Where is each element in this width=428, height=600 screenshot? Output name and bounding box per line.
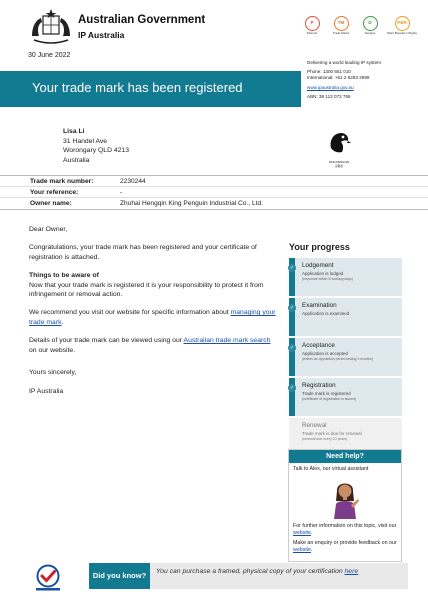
alex-text: Talk to Alex, our virtual assistant [293,466,369,472]
virtual-assistant-avatar-icon[interactable] [328,477,362,519]
designs-logo: D Designs [358,16,382,36]
trade-mark-details-table [0,175,428,210]
step-renewal: Renewal Trade mark is due for renewal (renewal due every 10 years) [289,418,402,456]
recipient-country: Australia [63,156,90,164]
recipient-street: 31 Handel Ave [63,137,108,145]
did-you-know-banner [89,563,408,589]
letter-body [29,225,276,396]
your-reference-value: - [120,189,123,196]
framed-copy-link[interactable]: here [344,568,359,575]
details-row [0,187,428,198]
plant-breeders-rights-logo: PBR Plant Breeder's Rights [387,16,417,36]
congratulations-paragraph: Congratulations, your trade mark has been registered and your certificate of registration is attached. [29,244,257,261]
need-help-box [288,449,402,562]
details-row [0,176,428,187]
check-icon: ✓ [289,265,295,271]
step-registration: ✓ Registration Trade mark is registered (certificate of registration is issued) [289,378,402,416]
tagline: Delivering a world leading IP system [307,60,381,65]
check-icon: ✓ [289,345,295,351]
your-reference-label: Your reference: [30,189,79,196]
step-examination: ✓ Examination Application is examined [289,298,402,336]
international-phone: International: +61 2 6283 2999 [307,75,370,81]
need-help-title: Need help? [289,450,401,463]
ip-types-logos [300,16,418,50]
emblem-caption: KING PENGUIN 企鹅皇 [328,160,350,168]
agency-name: IP Australia [78,30,125,40]
owner-name-value: Zhuhai Hengqin King Penguin Industrial Co., Ltd. [120,200,263,207]
recipient-suburb: Worongary QLD 4213 [63,147,129,155]
did-you-know-text: You can purchase a framed, physical copy of your certification here [156,568,359,575]
managing-trade-mark-link[interactable]: managing your trade mark [29,309,276,326]
salutation: Dear Owner, [29,226,68,233]
coat-of-arms-icon [28,8,74,46]
trade-mark-emblem [325,130,353,170]
recommend-paragraph: We recommend you visit our website for specific information about managing your trade mark. [29,309,276,326]
help-website-link[interactable]: website [293,529,311,536]
check-icon: ✓ [289,385,295,391]
agency-contact-block [307,60,425,100]
did-you-know-label: Did you know? [89,563,150,589]
enquiry-text: Make an enquiry or provide feedback on our website. [293,540,397,554]
closing: Yours sincerely, [29,368,77,376]
progress-tracker [289,258,402,458]
website-link[interactable]: www.ipaustralia.gov.au [307,84,354,90]
trade-mark-search-link[interactable]: Australian trade mark search [183,337,271,345]
signature: IP Australia [29,387,64,395]
step-acceptance: ✓ Acceptance Application is accepted (enters an opposition period lasting 2 months) [289,338,402,376]
recipient-name: Lisa Li [63,128,85,135]
aware-heading: Things to be aware of [29,271,99,279]
letter-date: 30 June 2022 [28,52,71,59]
trade-mark-number-label: Trade mark number: [30,178,94,185]
trade-mark-number-value: 2230244 [120,178,146,185]
owner-name-label: Owner name: [30,200,72,207]
trade-marks-logo: TM Trade Marks [329,16,353,36]
check-icon: ✓ [289,305,295,311]
government-title: Australian Government [78,14,206,26]
customer-service-badge-icon [32,563,64,593]
penguin-icon [326,130,352,156]
phone: Phone: 1300 651 010 [307,69,351,75]
abn: ABN: 38 113 072 755 [307,93,351,99]
title-banner [0,71,301,107]
details-row [0,198,428,209]
enquiry-website-link[interactable]: website [293,547,311,554]
further-info-text: For further information on this topic, visit our website. [293,522,397,536]
page-title: Your trade mark has been registered [32,80,243,95]
aware-paragraph: Now that your trade mark is registered it is your responsibility to protect it from infringement or removal action. [29,281,264,299]
progress-title: Your progress [289,242,350,252]
patents-logo: P Patents [300,16,324,36]
step-lodgement: ✓ Lodgement Application is lodged (response within 5 working days) [289,258,402,296]
details-paragraph: Details of your trade mark can be viewed using our Australian trade mark search on our website. [29,337,271,354]
recipient-address [63,127,129,165]
